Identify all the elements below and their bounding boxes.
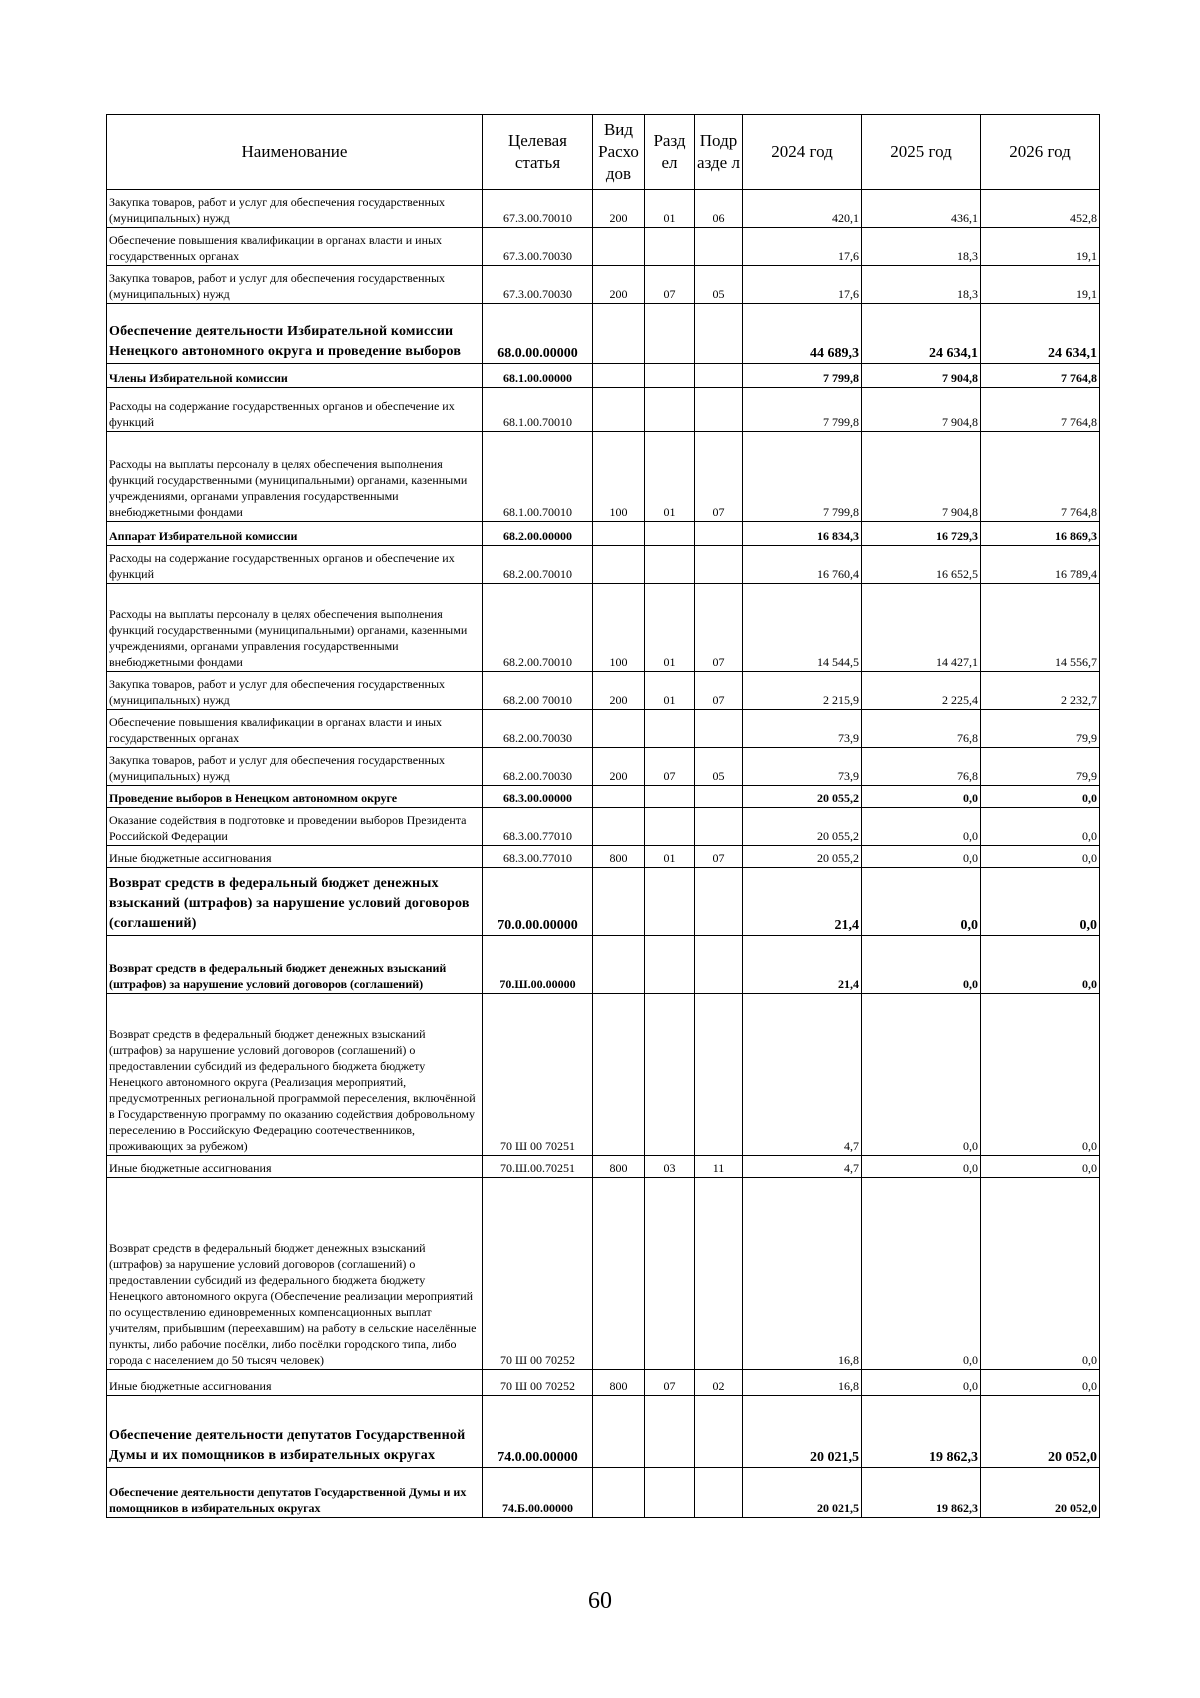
cell-2026: 79,9: [981, 710, 1100, 748]
header-expense-type: Вид Расхо дов: [593, 115, 645, 190]
cell-subsection: [695, 1468, 743, 1518]
cell-expense-type: 100: [593, 432, 645, 522]
cell-subsection: 07: [695, 672, 743, 710]
cell-expense-type: 200: [593, 266, 645, 304]
cell-section: 07: [645, 748, 695, 786]
cell-name: Иные бюджетные ассигнования: [107, 846, 483, 868]
table-row: [107, 846, 1100, 868]
cell-name: Закупка товаров, работ и услуг для обеспечения государственных (муниципальных) нужд: [107, 190, 483, 228]
cell-section: 01: [645, 672, 695, 710]
cell-2026: 0,0: [981, 936, 1100, 994]
cell-2024: 20 055,2: [743, 786, 862, 808]
cell-name: Закупка товаров, работ и услуг для обеспечения государственных (муниципальных) нужд: [107, 672, 483, 710]
table-body: [107, 190, 1100, 1518]
cell-2024: 16 834,3: [743, 522, 862, 546]
cell-expense-type: [593, 546, 645, 584]
cell-target-article: 70.Ш.00.70251: [483, 1156, 593, 1178]
cell-2026: 452,8: [981, 190, 1100, 228]
header-year-2024: 2024 год: [743, 115, 862, 190]
cell-subsection: [695, 388, 743, 432]
cell-2024: 73,9: [743, 710, 862, 748]
cell-2025: 24 634,1: [862, 304, 981, 364]
cell-2026: 79,9: [981, 748, 1100, 786]
table-row: [107, 546, 1100, 584]
table-row: [107, 1156, 1100, 1178]
cell-name: Возврат средств в федеральный бюджет денежных взысканий (штрафов) за нарушение условий договоров (соглашений): [107, 936, 483, 994]
cell-section: 01: [645, 846, 695, 868]
cell-target-article: 68.3.00.77010: [483, 846, 593, 868]
cell-subsection: [695, 786, 743, 808]
cell-2025: 16 652,5: [862, 546, 981, 584]
cell-section: 01: [645, 584, 695, 672]
cell-subsection: [695, 808, 743, 846]
cell-target-article: 68.3.00.00000: [483, 786, 593, 808]
cell-target-article: 67.3.00.70030: [483, 228, 593, 266]
cell-2024: 20 055,2: [743, 808, 862, 846]
cell-2024: 7 799,8: [743, 364, 862, 388]
cell-2024: 73,9: [743, 748, 862, 786]
cell-section: [645, 1468, 695, 1518]
cell-2026: 20 052,0: [981, 1468, 1100, 1518]
header-section: Разд ел: [645, 115, 695, 190]
header-year-2026: 2026 год: [981, 115, 1100, 190]
table-row: [107, 672, 1100, 710]
cell-expense-type: [593, 994, 645, 1156]
cell-subsection: [695, 546, 743, 584]
cell-target-article: 68.1.00.70010: [483, 388, 593, 432]
cell-subsection: 06: [695, 190, 743, 228]
table-header-row: [107, 115, 1100, 190]
table-row: [107, 710, 1100, 748]
cell-2025: 7 904,8: [862, 364, 981, 388]
table-row: [107, 364, 1100, 388]
cell-2024: 7 799,8: [743, 388, 862, 432]
table-row: [107, 228, 1100, 266]
cell-2025: 19 862,3: [862, 1468, 981, 1518]
cell-expense-type: [593, 786, 645, 808]
cell-expense-type: [593, 710, 645, 748]
table-row: [107, 994, 1100, 1156]
cell-subsection: [695, 522, 743, 546]
cell-expense-type: [593, 808, 645, 846]
cell-name: Иные бюджетные ассигнования: [107, 1156, 483, 1178]
table-row: [107, 266, 1100, 304]
cell-2024: 14 544,5: [743, 584, 862, 672]
cell-expense-type: 200: [593, 748, 645, 786]
cell-expense-type: [593, 304, 645, 364]
cell-target-article: 68.1.00.70010: [483, 432, 593, 522]
cell-2025: 7 904,8: [862, 388, 981, 432]
cell-section: [645, 786, 695, 808]
cell-target-article: 67.3.00.70010: [483, 190, 593, 228]
cell-2024: 44 689,3: [743, 304, 862, 364]
table-row: [107, 1370, 1100, 1396]
cell-2024: 20 021,5: [743, 1396, 862, 1468]
cell-section: [645, 1178, 695, 1370]
cell-2025: 436,1: [862, 190, 981, 228]
cell-expense-type: 100: [593, 584, 645, 672]
cell-2026: 0,0: [981, 808, 1100, 846]
cell-subsection: [695, 1396, 743, 1468]
cell-target-article: 68.1.00.00000: [483, 364, 593, 388]
table-row: [107, 584, 1100, 672]
cell-2025: 0,0: [862, 868, 981, 936]
cell-2026: 2 232,7: [981, 672, 1100, 710]
cell-section: [645, 936, 695, 994]
cell-2026: 0,0: [981, 846, 1100, 868]
cell-target-article: 67.3.00.70030: [483, 266, 593, 304]
cell-target-article: 70 Ш 00 70252: [483, 1370, 593, 1396]
cell-section: [645, 710, 695, 748]
header-year-2025: 2025 год: [862, 115, 981, 190]
cell-2025: 76,8: [862, 710, 981, 748]
cell-expense-type: [593, 522, 645, 546]
cell-expense-type: 200: [593, 672, 645, 710]
cell-2026: 16 869,3: [981, 522, 1100, 546]
cell-expense-type: [593, 228, 645, 266]
cell-name: Проведение выборов в Ненецком автономном округе: [107, 786, 483, 808]
cell-2026: 0,0: [981, 1178, 1100, 1370]
cell-target-article: 68.2.00.00000: [483, 522, 593, 546]
cell-2026: 7 764,8: [981, 364, 1100, 388]
table-row: [107, 1396, 1100, 1468]
cell-section: 07: [645, 266, 695, 304]
cell-2024: 7 799,8: [743, 432, 862, 522]
cell-expense-type: 800: [593, 1156, 645, 1178]
cell-subsection: [695, 304, 743, 364]
cell-section: [645, 1396, 695, 1468]
cell-section: [645, 808, 695, 846]
cell-2024: 16,8: [743, 1178, 862, 1370]
table-row: [107, 432, 1100, 522]
cell-subsection: [695, 936, 743, 994]
table-row: [107, 388, 1100, 432]
cell-2026: 0,0: [981, 994, 1100, 1156]
cell-2025: 18,3: [862, 228, 981, 266]
cell-subsection: 02: [695, 1370, 743, 1396]
cell-2026: 7 764,8: [981, 388, 1100, 432]
cell-expense-type: 800: [593, 846, 645, 868]
cell-target-article: 70 Ш 00 70251: [483, 994, 593, 1156]
cell-2024: 20 055,2: [743, 846, 862, 868]
cell-2025: 14 427,1: [862, 584, 981, 672]
cell-subsection: [695, 364, 743, 388]
cell-2026: 19,1: [981, 266, 1100, 304]
cell-2025: 0,0: [862, 808, 981, 846]
cell-target-article: 68.3.00.77010: [483, 808, 593, 846]
cell-expense-type: [593, 1396, 645, 1468]
page-number: 60: [588, 1588, 612, 1614]
cell-2025: 0,0: [862, 786, 981, 808]
cell-name: Обеспечение деятельности депутатов Государственной Думы и их помощников в избирательных округах: [107, 1468, 483, 1518]
table-row: [107, 190, 1100, 228]
cell-2025: 16 729,3: [862, 522, 981, 546]
header-name: Наименование: [107, 115, 483, 190]
cell-target-article: 70 Ш 00 70252: [483, 1178, 593, 1370]
cell-subsection: [695, 868, 743, 936]
cell-section: 01: [645, 190, 695, 228]
table-row: [107, 748, 1100, 786]
cell-2025: 7 904,8: [862, 432, 981, 522]
cell-target-article: 70.0.00.00000: [483, 868, 593, 936]
table-row: [107, 808, 1100, 846]
cell-section: [645, 304, 695, 364]
table-row: [107, 1178, 1100, 1370]
cell-target-article: 68.2.00.70010: [483, 546, 593, 584]
cell-section: [645, 522, 695, 546]
cell-2024: 4,7: [743, 1156, 862, 1178]
cell-2024: 16,8: [743, 1370, 862, 1396]
cell-target-article: 68.2.00.70030: [483, 748, 593, 786]
cell-2026: 14 556,7: [981, 584, 1100, 672]
cell-2024: 17,6: [743, 266, 862, 304]
cell-2025: 19 862,3: [862, 1396, 981, 1468]
cell-2026: 0,0: [981, 786, 1100, 808]
cell-subsection: 07: [695, 432, 743, 522]
cell-name: Обеспечение повышения квалификации в органах власти и иных государственных органах: [107, 710, 483, 748]
cell-name: Закупка товаров, работ и услуг для обеспечения государственных (муниципальных) нужд: [107, 266, 483, 304]
cell-section: [645, 388, 695, 432]
table-row: [107, 1468, 1100, 1518]
cell-2025: 0,0: [862, 1370, 981, 1396]
cell-2024: 20 021,5: [743, 1468, 862, 1518]
cell-expense-type: [593, 364, 645, 388]
cell-2025: 0,0: [862, 994, 981, 1156]
cell-name: Расходы на содержание государственных органов и обеспечение их функций: [107, 388, 483, 432]
cell-name: Оказание содействия в подготовке и проведении выборов Президента Российской Федерации: [107, 808, 483, 846]
cell-expense-type: [593, 936, 645, 994]
cell-expense-type: [593, 388, 645, 432]
cell-section: [645, 994, 695, 1156]
cell-expense-type: [593, 1468, 645, 1518]
cell-2025: 2 225,4: [862, 672, 981, 710]
cell-2026: 0,0: [981, 1156, 1100, 1178]
cell-name: Обеспечение деятельности Избирательной комиссии Ненецкого автономного округа и проведение выборов: [107, 304, 483, 364]
cell-name: Аппарат Избирательной комиссии: [107, 522, 483, 546]
cell-2026: 0,0: [981, 868, 1100, 936]
cell-expense-type: 800: [593, 1370, 645, 1396]
cell-subsection: 11: [695, 1156, 743, 1178]
cell-name: Возврат средств в федеральный бюджет денежных взысканий (штрафов) за нарушение условий договоров (соглашений) о предоставлении субсидий из федерального бюджета бюджету Ненецкого автономного округа (Реализация мероприятий, предусмотренных региональной программой переселения, включённой в Государственную программу по оказанию содействия добровольному переселению в Российскую Федерацию соотечественников, проживающих за рубежом): [107, 994, 483, 1156]
cell-expense-type: [593, 1178, 645, 1370]
cell-name: Члены Избирательной комиссии: [107, 364, 483, 388]
header-subsection: Подр азде л: [695, 115, 743, 190]
cell-subsection: [695, 1178, 743, 1370]
cell-name: Расходы на выплаты персоналу в целях обеспечения выполнения функций государственными (муниципальными) органами, казенными учреждениями, органами управления государственными внебюджетными фондами: [107, 584, 483, 672]
cell-2025: 18,3: [862, 266, 981, 304]
cell-name: Расходы на выплаты персоналу в целях обеспечения выполнения функций государственными (муниципальными) органами, казенными учреждениями, органами управления государственными внебюджетными фондами: [107, 432, 483, 522]
cell-2024: 4,7: [743, 994, 862, 1156]
cell-2025: 0,0: [862, 1156, 981, 1178]
cell-subsection: [695, 710, 743, 748]
cell-2026: 0,0: [981, 1370, 1100, 1396]
cell-target-article: 68.2.00 70010: [483, 672, 593, 710]
table-row: [107, 786, 1100, 808]
cell-2024: 420,1: [743, 190, 862, 228]
cell-subsection: 05: [695, 266, 743, 304]
table-row: [107, 522, 1100, 546]
cell-2026: 16 789,4: [981, 546, 1100, 584]
cell-section: 07: [645, 1370, 695, 1396]
cell-target-article: 68.2.00.70030: [483, 710, 593, 748]
table-row: [107, 304, 1100, 364]
cell-name: Закупка товаров, работ и услуг для обеспечения государственных (муниципальных) нужд: [107, 748, 483, 786]
cell-target-article: 74.Б.00.00000: [483, 1468, 593, 1518]
cell-subsection: 07: [695, 846, 743, 868]
cell-2026: 24 634,1: [981, 304, 1100, 364]
cell-2024: 21,4: [743, 868, 862, 936]
cell-section: 01: [645, 432, 695, 522]
cell-target-article: 70.Ш.00.00000: [483, 936, 593, 994]
cell-2024: 21,4: [743, 936, 862, 994]
cell-expense-type: [593, 868, 645, 936]
cell-2024: 17,6: [743, 228, 862, 266]
cell-2026: 20 052,0: [981, 1396, 1100, 1468]
budget-table: [106, 114, 1100, 1518]
cell-name: Возврат средств в федеральный бюджет денежных взысканий (штрафов) за нарушение условий договоров (соглашений): [107, 868, 483, 936]
cell-2025: 76,8: [862, 748, 981, 786]
cell-subsection: 07: [695, 584, 743, 672]
cell-name: Обеспечение повышения квалификации в органах власти и иных государственных органах: [107, 228, 483, 266]
cell-2024: 2 215,9: [743, 672, 862, 710]
cell-name: Иные бюджетные ассигнования: [107, 1370, 483, 1396]
cell-section: 03: [645, 1156, 695, 1178]
cell-section: [645, 364, 695, 388]
cell-subsection: [695, 994, 743, 1156]
table-row: [107, 868, 1100, 936]
table-row: [107, 936, 1100, 994]
cell-section: [645, 546, 695, 584]
cell-2025: 0,0: [862, 846, 981, 868]
cell-section: [645, 868, 695, 936]
cell-target-article: 68.2.00.70010: [483, 584, 593, 672]
cell-2024: 16 760,4: [743, 546, 862, 584]
cell-target-article: 74.0.00.00000: [483, 1396, 593, 1468]
header-target-article: Целевая статья: [483, 115, 593, 190]
cell-2025: 0,0: [862, 1178, 981, 1370]
cell-name: Обеспечение деятельности депутатов Государственной Думы и их помощников в избирательных округах: [107, 1396, 483, 1468]
cell-2026: 19,1: [981, 228, 1100, 266]
cell-subsection: [695, 228, 743, 266]
cell-subsection: 05: [695, 748, 743, 786]
cell-name: Расходы на содержание государственных органов и обеспечение их функций: [107, 546, 483, 584]
cell-expense-type: 200: [593, 190, 645, 228]
cell-target-article: 68.0.00.00000: [483, 304, 593, 364]
cell-section: [645, 228, 695, 266]
cell-2025: 0,0: [862, 936, 981, 994]
cell-name: Возврат средств в федеральный бюджет денежных взысканий (штрафов) за нарушение условий договоров (соглашений) о предоставлении субсидий из федерального бюджета бюджету Ненецкого автономного округа (Обеспечение реализации мероприятий по осуществлению единовременных компенсационных выплат учителям, прибывшим (переехавшим) на работу в сельские населённые пункты, либо рабочие посёлки, либо посёлки городского типа, либо города с населением до 50 тысяч человек): [107, 1178, 483, 1370]
cell-2026: 7 764,8: [981, 432, 1100, 522]
